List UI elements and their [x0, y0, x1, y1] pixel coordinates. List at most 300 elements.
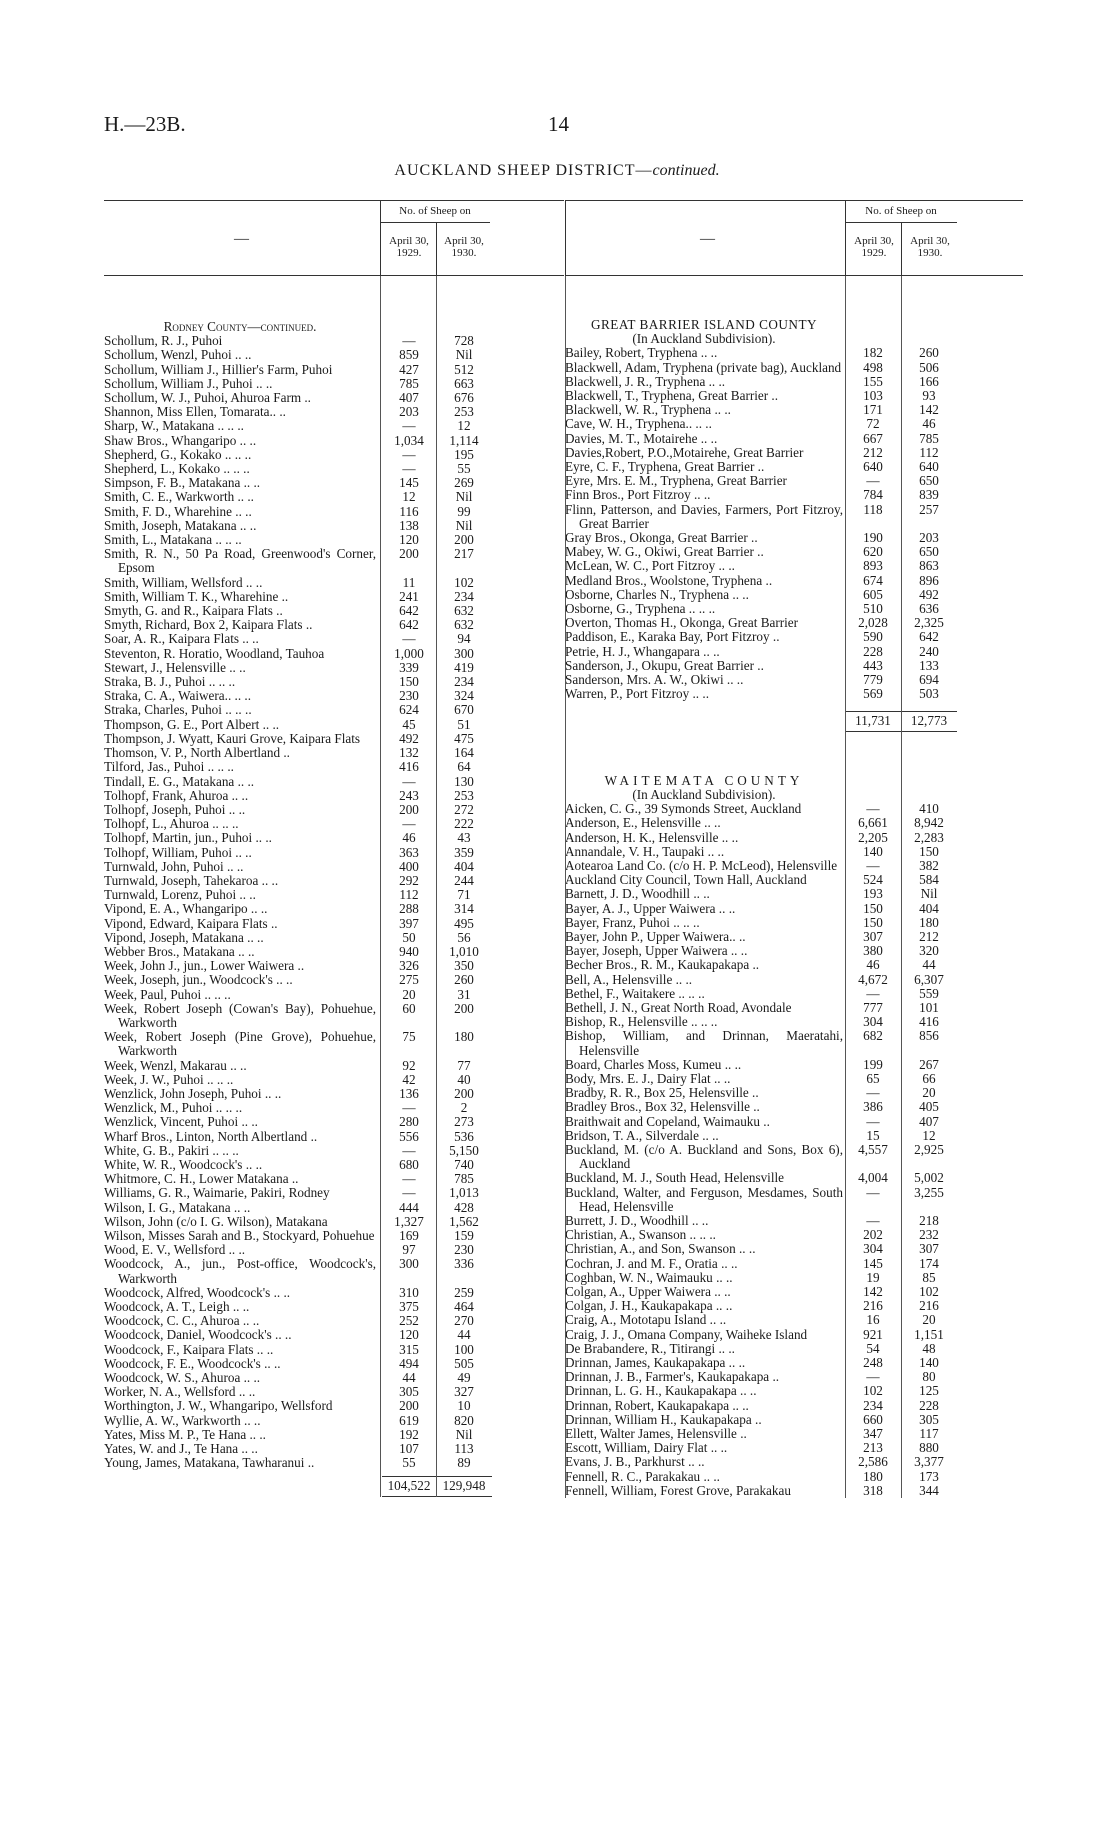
row-name: Wyllie, A. W., Warkworth .. .. — [104, 1412, 261, 1428]
row-sheep-1929: 326 — [399, 958, 419, 974]
row-sheep-1929: 120 — [399, 1327, 419, 1343]
table-row — [104, 1059, 564, 1073]
row-sheep-1930: 43 — [457, 830, 471, 846]
right-header-group: No. of Sheep on — [865, 205, 937, 217]
table-row — [565, 1455, 1023, 1469]
row-sheep-1930: 632 — [454, 617, 474, 633]
row-sheep-1929: 103 — [863, 388, 883, 404]
row-name: Christian, A., Swanson .. .. .. — [565, 1227, 716, 1243]
table-row — [104, 874, 564, 888]
row-sheep-1930: 101 — [919, 999, 939, 1015]
table-row — [565, 545, 1023, 559]
row-sheep-1930: 642 — [919, 629, 939, 645]
row-sheep-1929: 2,028 — [858, 615, 888, 631]
table-row — [565, 1484, 1023, 1498]
row-name: Smith, Joseph, Matakana .. .. — [104, 517, 257, 533]
row-sheep-1929: 300 — [399, 1256, 419, 1272]
row-sheep-1929: 180 — [863, 1468, 883, 1484]
row-name: Soar, A. R., Kaipara Flats .. .. — [104, 631, 259, 647]
row-name: Young, James, Matakana, Tawharanui .. — [104, 1455, 315, 1471]
row-sheep-1929: — — [402, 418, 416, 434]
table-row — [565, 887, 1023, 901]
table-row — [565, 916, 1023, 930]
row-name: Fennell, William, Forest Grove, Parakakau — [565, 1482, 791, 1498]
row-name: Steventon, R. Horatio, Woodland, Tauhoa — [104, 645, 325, 661]
table-row — [565, 1356, 1023, 1370]
row-name: Tilford, Jas., Puhoi .. .. .. — [104, 759, 234, 775]
right-body-divider — [845, 276, 846, 1498]
row-name: Paddison, E., Karaka Bay, Port Fitzroy .. — [565, 629, 780, 645]
left-body-divider — [380, 276, 381, 1497]
row-sheep-1930: 216 — [919, 1298, 939, 1314]
table-row — [565, 859, 1023, 873]
row-name: Board, Charles Moss, Kumeu .. .. — [565, 1056, 742, 1072]
row-name: Smyth, G. and R., Kaipara Flats .. — [104, 603, 283, 619]
row-sheep-1930: 269 — [454, 475, 474, 491]
row-sheep-1930: 234 — [454, 674, 474, 690]
row-sheep-1929: 386 — [863, 1099, 883, 1115]
row-sheep-1930: 324 — [454, 688, 474, 704]
row-sheep-1930: 856 — [919, 1028, 939, 1044]
row-sheep-1930: 64 — [457, 759, 471, 775]
row-sheep-1930: Nil — [455, 517, 473, 533]
row-sheep-1929: 6,661 — [858, 815, 888, 831]
row-name: Smith, L., Matakana .. .. .. — [104, 532, 242, 548]
row-sheep-1930: 2,925 — [914, 1141, 944, 1157]
table-row — [104, 377, 564, 391]
row-sheep-1929: — — [866, 857, 880, 873]
row-sheep-1929: 230 — [399, 688, 419, 704]
row-sheep-1929: 228 — [863, 643, 883, 659]
table-row — [104, 945, 564, 959]
row-sheep-1929: — — [866, 1113, 880, 1129]
row-sheep-1930: 8,942 — [914, 815, 944, 831]
row-name: Auckland City Council, Town Hall, Auckland — [565, 872, 807, 888]
row-sheep-1930: 142 — [919, 402, 939, 418]
row-sheep-1929: 407 — [399, 390, 419, 406]
row-name: Week, J. W., Puhoi .. .. .. — [104, 1071, 234, 1087]
row-name: Webber Bros., Matakana .. .. — [104, 943, 255, 959]
row-sheep-1930: 253 — [454, 787, 474, 803]
row-sheep-1929: — — [866, 1212, 880, 1228]
row-name: Annandale, V. H., Taupaki .. .. — [565, 843, 725, 859]
table-row — [104, 1101, 564, 1115]
row-sheep-1930: 40 — [457, 1071, 471, 1087]
row-sheep-1929: — — [402, 1185, 416, 1201]
table-row — [104, 675, 564, 689]
table-row — [565, 602, 1023, 616]
row-name: Schollum, R. J., Puhoi — [104, 333, 223, 349]
table-row — [104, 703, 564, 717]
row-name: Thompson, G. E., Port Albert .. .. — [104, 716, 280, 732]
right-header-left-rule — [565, 201, 566, 275]
row-sheep-1929: 136 — [399, 1085, 419, 1101]
row-sheep-1930: 1,562 — [449, 1213, 479, 1229]
table-row — [565, 1285, 1023, 1299]
table-row — [565, 1228, 1023, 1242]
row-sheep-1929: — — [866, 1369, 880, 1385]
row-sheep-1929: 416 — [399, 759, 419, 775]
table-row — [565, 1171, 1023, 1185]
row-name: Tolhopf, Joseph, Puhoi .. .. — [104, 801, 246, 817]
row-name: Wilson, I. G., Matakana .. .. — [104, 1199, 251, 1215]
row-sheep-1929: 590 — [863, 629, 883, 645]
table-row — [565, 1072, 1023, 1086]
row-sheep-1929: 375 — [399, 1299, 419, 1315]
right-header-subdivider — [901, 223, 902, 275]
row-name: Gray Bros., Okonga, Great Barrier .. — [565, 530, 758, 546]
great-barrier-total-1930: 12,773 — [901, 711, 957, 731]
row-name: Bradby, R. R., Box 25, Helensville .. — [565, 1085, 759, 1101]
row-sheep-1930: 71 — [457, 887, 471, 903]
table-row — [104, 1229, 564, 1243]
row-sheep-1930: 257 — [919, 501, 939, 517]
table-row — [104, 817, 564, 831]
row-sheep-1930: 1,151 — [914, 1326, 944, 1342]
row-sheep-1929: 4,004 — [858, 1170, 888, 1186]
row-sheep-1930: 405 — [919, 1099, 939, 1115]
row-sheep-1930: 5,002 — [914, 1170, 944, 1186]
right-table-header — [565, 200, 1023, 276]
row-sheep-1929: 116 — [399, 503, 419, 519]
row-sheep-1929: 1,327 — [394, 1213, 424, 1229]
table-row — [565, 873, 1023, 887]
row-sheep-1929: 292 — [399, 872, 419, 888]
row-sheep-1929: 275 — [399, 972, 419, 988]
table-row — [104, 860, 564, 874]
table-row — [104, 1158, 564, 1172]
row-sheep-1929: 132 — [399, 745, 419, 761]
left-rows — [104, 334, 564, 1470]
row-name: Ellett, Walter James, Helensville .. — [565, 1426, 747, 1442]
table-row — [565, 1384, 1023, 1398]
right-header-dash: — — [700, 231, 715, 247]
table-row — [104, 1456, 564, 1470]
row-sheep-1929: 50 — [402, 929, 416, 945]
row-sheep-1929: 397 — [399, 915, 419, 931]
row-name: Osborne, Charles N., Tryphena .. .. — [565, 586, 749, 602]
row-name: Evans, J. B., Parkhurst .. .. — [565, 1454, 705, 1470]
row-name: Anderson, E., Helensville .. .. — [565, 815, 721, 831]
row-sheep-1929: 65 — [866, 1070, 880, 1086]
row-name: Wilson, Misses Sarah and B., Stockyard, Pohuehue — [104, 1228, 375, 1243]
row-sheep-1929: 16 — [866, 1312, 880, 1328]
row-sheep-1930: 475 — [454, 730, 474, 746]
row-sheep-1929: 605 — [863, 586, 883, 602]
row-sheep-1929: 199 — [863, 1056, 883, 1072]
table-row — [104, 1300, 564, 1314]
row-name: Braithwait and Copeland, Waimauku .. — [565, 1113, 770, 1129]
row-sheep-1930: 5,150 — [449, 1142, 479, 1158]
table-row — [565, 1015, 1023, 1029]
row-name: Woodcock, C. C., Ahuroa .. .. — [104, 1313, 260, 1329]
row-sheep-1929: 315 — [399, 1341, 419, 1357]
row-name: Bailey, Robert, Tryphena .. .. — [565, 345, 718, 361]
table-row — [104, 1172, 564, 1186]
row-sheep-1929: — — [866, 1085, 880, 1101]
row-name: Thompson, J. Wyatt, Kauri Grove, Kaipara Flats — [104, 730, 361, 746]
table-row — [565, 403, 1023, 417]
row-sheep-1930: 93 — [922, 388, 936, 404]
row-name: Schollum, Wenzl, Puhoi .. .. — [104, 347, 252, 363]
row-sheep-1930: 130 — [454, 773, 474, 789]
row-sheep-1930: 212 — [919, 928, 939, 944]
row-sheep-1929: 4,557 — [858, 1141, 888, 1157]
row-sheep-1929: 363 — [399, 844, 419, 860]
row-sheep-1930: 12 — [457, 418, 471, 434]
row-sheep-1930: 336 — [454, 1256, 474, 1272]
row-name: Tolhopf, Frank, Ahuroa .. .. — [104, 787, 249, 803]
row-sheep-1929: 785 — [399, 375, 419, 391]
row-name: McLean, W. C., Port Fitzroy .. .. — [565, 558, 735, 574]
row-sheep-1929: 112 — [399, 887, 419, 903]
row-name: Fennell, R. C., Parakakau .. .. — [565, 1468, 720, 1484]
table-row — [104, 1328, 564, 1342]
table-row — [104, 1414, 564, 1428]
table-row — [104, 1201, 564, 1215]
table-row — [565, 389, 1023, 403]
row-name: Blackwell, Adam, Tryphena (private bag), Auckland — [565, 359, 842, 375]
great-barrier-section-title: GREAT BARRIER ISLAND COUNTY — [590, 317, 818, 332]
table-row — [104, 363, 564, 377]
row-name: Bethell, J. N., Great North Road, Avondale — [565, 999, 792, 1015]
table-row — [104, 590, 564, 604]
row-sheep-1930: 222 — [454, 816, 474, 832]
row-sheep-1929: 494 — [399, 1355, 419, 1371]
row-sheep-1929: 193 — [863, 886, 883, 902]
row-name: Sanderson, J., Okupu, Great Barrier .. — [565, 657, 764, 673]
table-row — [104, 746, 564, 760]
right-header-col2: April 30, 1930. — [910, 235, 950, 259]
row-sheep-1930: 350 — [454, 958, 474, 974]
row-sheep-1929: 12 — [402, 489, 416, 505]
row-name: Cochran, J. and M. F., Oratia .. .. — [565, 1255, 738, 1271]
row-sheep-1929: 443 — [863, 657, 883, 673]
row-name: Blackwell, T., Tryphena, Great Barrier .. — [565, 388, 779, 404]
row-sheep-1930: 694 — [919, 672, 939, 688]
row-sheep-1930: 217 — [454, 546, 474, 562]
row-name: Colgan, J. H., Kaukapakapa .. .. — [565, 1298, 733, 1314]
row-sheep-1930: 232 — [919, 1227, 939, 1243]
table-row — [104, 1442, 564, 1456]
row-sheep-1930: 407 — [919, 1113, 939, 1129]
row-sheep-1930: 180 — [454, 1029, 474, 1045]
table-row — [565, 845, 1023, 859]
row-sheep-1930: 492 — [919, 586, 939, 602]
row-name: Sharp, W., Matakana .. .. .. — [104, 418, 244, 434]
table-row — [104, 1073, 564, 1087]
table-row — [565, 659, 1023, 673]
row-name: Stewart, J., Helensville .. .. — [104, 659, 246, 675]
row-sheep-1929: 318 — [863, 1482, 883, 1498]
row-name: Woodcock, A., jun., Post-office, Woodcock's, Warkworth — [104, 1256, 376, 1286]
row-sheep-1929: — — [402, 631, 416, 647]
row-sheep-1929: 192 — [399, 1426, 419, 1442]
row-sheep-1929: 15 — [866, 1127, 880, 1143]
row-sheep-1929: 4,672 — [858, 971, 888, 987]
row-sheep-1929: — — [866, 1184, 880, 1200]
row-sheep-1929: 42 — [402, 1071, 416, 1087]
row-sheep-1929: 1,034 — [394, 432, 424, 448]
title-main: AUCKLAND SHEEP DISTRICT— — [394, 162, 653, 179]
row-sheep-1930: 174 — [919, 1255, 939, 1271]
table-row — [104, 1144, 564, 1158]
row-sheep-1930: 416 — [919, 1014, 939, 1030]
row-name: Turnwald, Joseph, Tahekaroa .. .. — [104, 872, 279, 888]
row-sheep-1930: 273 — [454, 1114, 474, 1130]
row-sheep-1930: 740 — [454, 1156, 474, 1172]
table-row — [565, 474, 1023, 488]
row-name: Coghban, W. N., Waimauku .. .. — [565, 1269, 733, 1285]
row-sheep-1930: 3,377 — [914, 1454, 944, 1470]
table-row — [104, 1257, 564, 1285]
row-name: Smith, C. E., Warkworth .. .. — [104, 489, 254, 505]
row-sheep-1930: 234 — [454, 588, 474, 604]
table-row — [565, 1058, 1023, 1072]
row-sheep-1929: 145 — [399, 475, 419, 491]
row-sheep-1930: 203 — [919, 530, 939, 546]
row-name: Shepherd, G., Kokako .. .. .. — [104, 446, 252, 462]
left-total-1930: 129,948 — [436, 1476, 492, 1496]
row-sheep-1929: 150 — [863, 900, 883, 916]
table-row — [565, 375, 1023, 389]
table-row — [565, 488, 1023, 502]
table-row — [104, 647, 564, 661]
row-name: Turnwald, John, Puhoi .. .. — [104, 858, 244, 874]
row-name: Schollum, W. J., Puhoi, Ahuroa Farm .. — [104, 390, 311, 406]
row-sheep-1930: 650 — [919, 473, 939, 489]
row-sheep-1930: 2,325 — [914, 615, 944, 631]
row-sheep-1930: Nil — [920, 886, 938, 902]
row-sheep-1929: 234 — [863, 1397, 883, 1413]
row-name: Drinnan, J. B., Farmer's, Kaukapakapa .. — [565, 1369, 780, 1385]
table-row — [104, 519, 564, 533]
table-row — [565, 1214, 1023, 1228]
row-name: Straka, B. J., Puhoi .. .. .. — [104, 674, 236, 690]
row-sheep-1930: 48 — [922, 1340, 936, 1356]
row-sheep-1930: 632 — [454, 603, 474, 619]
table-row — [104, 1371, 564, 1385]
row-sheep-1930: 166 — [919, 373, 939, 389]
row-sheep-1929: — — [402, 461, 416, 477]
right-body-subdivider — [901, 276, 902, 1498]
row-sheep-1930: 244 — [454, 872, 474, 888]
table-row — [565, 1413, 1023, 1427]
row-name: Warren, P., Port Fitzroy .. .. — [565, 686, 709, 702]
row-sheep-1929: 893 — [863, 558, 883, 574]
left-body-subdivider — [436, 276, 437, 1497]
row-name: Woodcock, Alfred, Woodcock's .. .. — [104, 1284, 291, 1300]
row-sheep-1930: 173 — [919, 1468, 939, 1484]
row-sheep-1930: 20 — [922, 1312, 936, 1328]
row-sheep-1929: 2,586 — [858, 1454, 888, 1470]
row-name: De Brabandere, R., Titirangi .. .. — [565, 1340, 735, 1356]
row-name: Drinnan, L. G. H., Kaukapakapa .. .. — [565, 1383, 757, 1399]
row-name: Wenzlick, John Joseph, Puhoi .. .. — [104, 1085, 282, 1101]
row-sheep-1930: 133 — [919, 657, 939, 673]
row-name: Medland Bros., Woolstone, Tryphena .. — [565, 572, 773, 588]
row-name: Craig, A., Mototapu Island .. .. — [565, 1312, 727, 1328]
table-row — [104, 1115, 564, 1129]
table-row — [565, 1328, 1023, 1342]
table-row — [565, 944, 1023, 958]
table-row — [104, 1130, 564, 1144]
left-table-header — [104, 200, 564, 276]
row-sheep-1930: 307 — [919, 1241, 939, 1257]
row-sheep-1930: 6,307 — [914, 971, 944, 987]
table-row — [565, 673, 1023, 687]
row-sheep-1930: 2 — [460, 1100, 468, 1116]
row-name: White, G. B., Pakiri .. .. .. — [104, 1142, 239, 1158]
row-name: Vipond, Joseph, Matakana .. .. — [104, 929, 264, 945]
row-sheep-1930: 505 — [454, 1355, 474, 1371]
table-row — [565, 958, 1023, 972]
row-name: Aotearoa Land Co. (c/o H. P. McLeod), Helensville — [565, 857, 838, 873]
row-name: Burrett, J. D., Woodhill .. .. — [565, 1212, 709, 1228]
right-header-col1: April 30, 1929. — [854, 235, 894, 259]
row-name: Straka, Charles, Puhoi .. .. .. — [104, 702, 252, 718]
row-sheep-1929: 45 — [402, 716, 416, 732]
row-sheep-1930: 1,013 — [449, 1185, 479, 1201]
row-name: Woodcock, F. E., Woodcock's .. .. — [104, 1355, 281, 1371]
row-sheep-1929: — — [866, 473, 880, 489]
row-sheep-1930: 670 — [454, 702, 474, 718]
row-name: Schollum, William J., Puhoi .. .. — [104, 375, 273, 391]
row-name: Overton, Thomas H., Okonga, Great Barrier — [565, 615, 799, 631]
row-sheep-1930: 495 — [454, 915, 474, 931]
row-sheep-1929: 150 — [863, 914, 883, 930]
row-sheep-1929: 182 — [863, 345, 883, 361]
row-sheep-1929: 339 — [399, 659, 419, 675]
row-sheep-1929: 155 — [863, 373, 883, 389]
table-row — [565, 531, 1023, 545]
table-row — [565, 1086, 1023, 1100]
row-name: Buckland, Walter, and Ferguson, Mesdames, South Head, Helensville — [565, 1184, 843, 1214]
row-name: Becher Bros., R. M., Kaukapakapa .. — [565, 957, 760, 973]
table-row — [565, 1257, 1023, 1271]
row-sheep-1930: 896 — [919, 572, 939, 588]
table-row — [104, 988, 564, 1002]
table-row — [565, 816, 1023, 830]
row-sheep-1929: 118 — [863, 501, 883, 517]
row-sheep-1930: 195 — [454, 446, 474, 462]
table-row — [104, 902, 564, 916]
row-sheep-1930: 2,283 — [914, 829, 944, 845]
row-sheep-1930: 785 — [919, 430, 939, 446]
row-name: Colgan, A., Upper Waiwera .. .. — [565, 1284, 731, 1299]
row-sheep-1930: 880 — [919, 1440, 939, 1456]
row-sheep-1930: 240 — [919, 643, 939, 659]
row-name: Bell, A., Helensville .. .. — [565, 971, 693, 987]
table-row — [565, 831, 1023, 845]
row-name: Barnett, J. D., Woodhill .. .. — [565, 886, 710, 902]
row-name: Tolhopf, Martin, jun., Puhoi .. .. — [104, 830, 272, 846]
table-row — [565, 645, 1023, 659]
table-row — [104, 1030, 564, 1058]
row-sheep-1930: 267 — [919, 1056, 939, 1072]
table-row — [104, 1385, 564, 1399]
row-sheep-1929: 216 — [863, 1298, 883, 1314]
row-sheep-1930: 46 — [922, 416, 936, 432]
row-name: Woodcock, A. T., Leigh .. .. — [104, 1299, 250, 1315]
table-row — [104, 604, 564, 618]
table-row — [565, 1342, 1023, 1356]
row-sheep-1929: 660 — [863, 1411, 883, 1427]
row-name: Shaw Bros., Whangaripo .. .. — [104, 432, 257, 448]
row-sheep-1930: 536 — [454, 1128, 474, 1144]
row-name: Week, Robert Joseph (Cowan's Bay), Pohuehue, Warkworth — [104, 1000, 376, 1030]
row-sheep-1929: 556 — [399, 1128, 419, 1144]
